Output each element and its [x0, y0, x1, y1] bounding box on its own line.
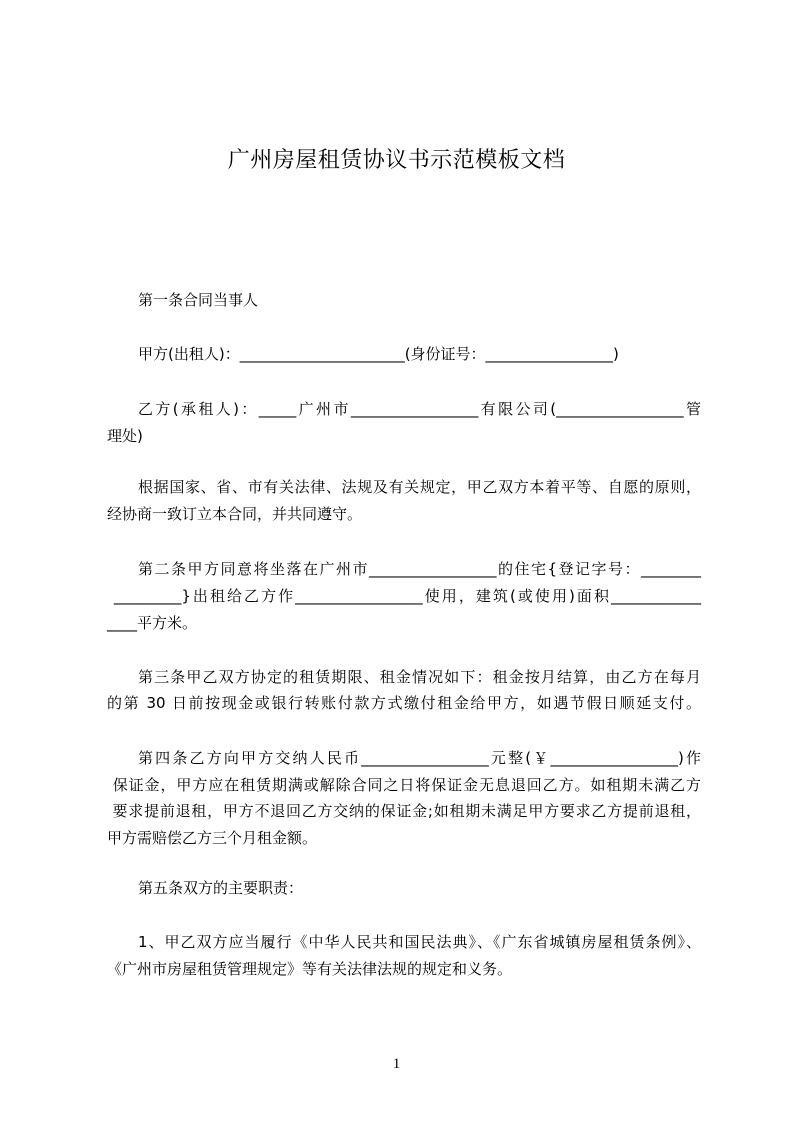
article-1-heading: 第一条合同当事人 — [138, 291, 259, 309]
party-b-line: 乙方(承租人)：_____广州市_________________有限公司(_________________管 — [138, 400, 701, 418]
page-number: 1 — [392, 1056, 401, 1072]
preamble-line-cont: 经协商一致订立本合同，并共同遵守。 — [107, 505, 363, 523]
party-a-line: 甲方(出租人)：______________________(身份证号：_________________) — [138, 345, 619, 363]
article-2-line-3: ____平方米。 — [107, 614, 198, 632]
article-4-line-2: 保证金，甲方应在租赁期满或解除合同之日将保证金无息退回乙方。如租期未满乙方 — [107, 776, 701, 794]
article-4-line-3: 要求提前退租，甲方不退回乙方交纳的保证金;如租期未满足甲方要求乙方提前退租， — [107, 802, 701, 820]
preamble-line: 根据国家、省、市有关法律、法规及有关规定，甲乙双方本着平等、自愿的原则， — [138, 478, 701, 496]
article-3-line-2: 的第 30 日前按现金或银行转账付款方式缴付租金给甲方，如遇节假日顺延支付。 — [107, 694, 701, 712]
article-2-line: 第二条甲方同意将坐落在广州市_________________的住宅{登记字号：________ — [138, 560, 701, 578]
party-b-line-cont: 理处) — [107, 427, 143, 445]
article-4-line: 第四条乙方向甲方交纳人民币_________________元整(￥_________________)作 — [138, 749, 701, 767]
article-5-item-1-cont: 《广州市房屋租赁管理规定》等有关法律法规的规定和义务。 — [107, 960, 513, 978]
article-2-line-2: _________}出租给乙方作_________________使用，建筑(或使用)面积____________ — [107, 587, 701, 605]
article-5-heading: 第五条双方的主要职责： — [138, 879, 304, 897]
document-title: 广州房屋租赁协议书示范模板文档 — [227, 148, 566, 173]
article-4-line-4: 甲方需赔偿乙方三个月租金额。 — [107, 829, 318, 847]
article-5-item-1: 1、甲乙双方应当履行《中华人民共和国民法典》、《广东省城镇房屋租赁条例》、 — [138, 933, 701, 951]
article-3-line: 第三条甲乙双方协定的租赁期限、租金情况如下：租金按月结算，由乙方在每月 — [138, 668, 701, 686]
